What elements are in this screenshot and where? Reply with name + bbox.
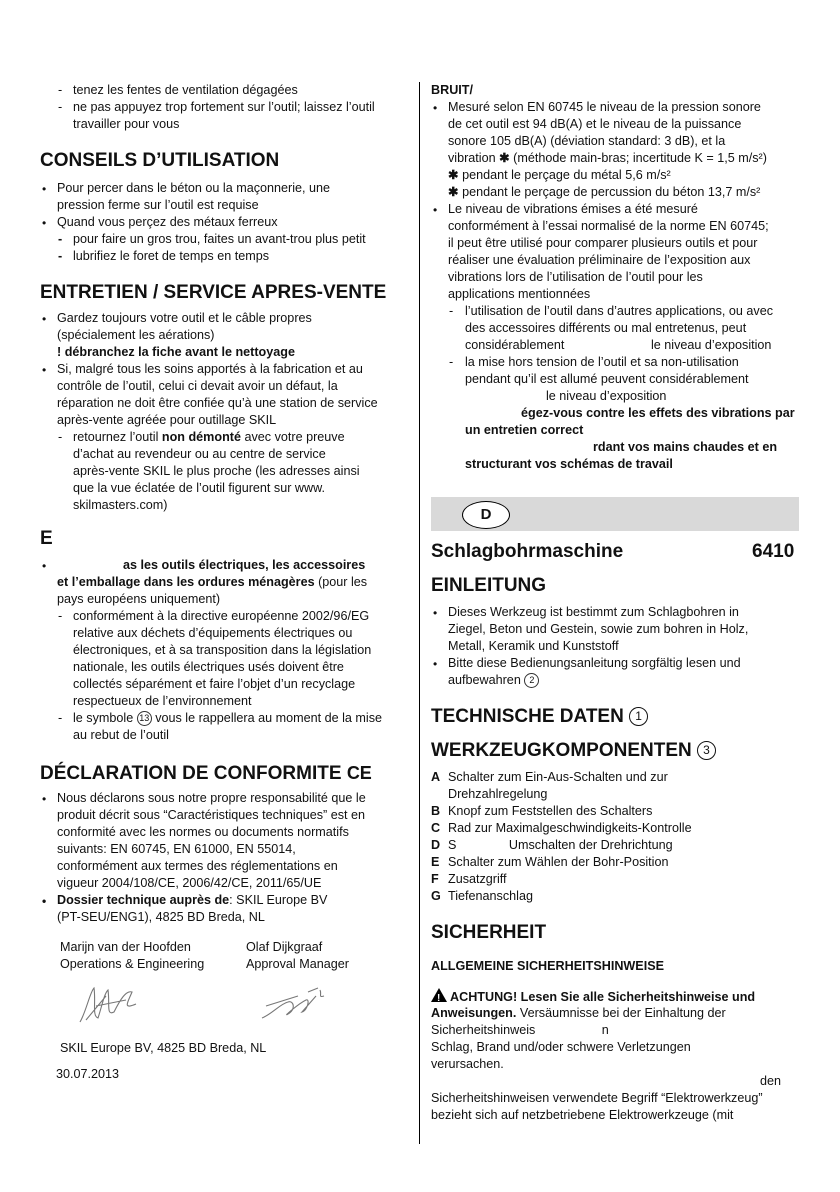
list-item: (PT-SEU/ENG1), 4825 BD Breda, NL xyxy=(57,910,265,924)
component-key: F xyxy=(431,872,439,886)
dash-marker: - xyxy=(58,430,63,444)
list-item: Pour percer dans le béton ou la maçonnerie, une xyxy=(57,181,331,195)
component-label: Rad zur Maximalgeschwindigkeits-Kontrolle xyxy=(448,821,692,835)
section-title-technische-daten xyxy=(431,706,648,728)
list-item: Le niveau de vibrations émises a été mesuré xyxy=(448,202,698,216)
heading-text: TECHNISCHE DATEN xyxy=(431,706,624,727)
component-key: A xyxy=(431,770,441,784)
dash-marker: - xyxy=(58,249,63,263)
warning-triangle-icon: ! xyxy=(431,988,447,1002)
list-item: Si, malgré tous les soins apportés à la fabrication et au xyxy=(57,362,363,376)
list-item: collectés séparément et faire l’objet d’un recyclage xyxy=(73,677,356,691)
list-item: réaliser une évaluation préliminaire de l’exposition aux xyxy=(448,253,751,267)
text-span: ACHTUNG! Lesen Sie alle Sicherheitshinweise und xyxy=(450,990,756,1004)
signature-1-image xyxy=(76,982,146,1028)
list-item: rdant vos mains chaudes et en xyxy=(593,440,778,454)
warning-line: Sicherheitshinweisen verwendete Begriff “Elektrowerkzeug” xyxy=(431,1091,763,1105)
section-title-werkzeugkomponenten xyxy=(431,740,716,762)
list-item xyxy=(448,150,767,167)
component-label: Schalter zum Wählen der Bohr-Position xyxy=(448,855,669,869)
list-item: au rebut de l’outil xyxy=(73,728,169,742)
text-span: le symbole xyxy=(73,711,134,725)
figure-ref-2: 2 xyxy=(524,673,539,688)
component-label: Tiefenanschlag xyxy=(448,889,533,903)
list-item xyxy=(448,672,539,689)
list-item: après-vente SKIL le plus proche (les adresses ainsi xyxy=(73,464,360,478)
list-item: vigueur 2004/108/CE, 2006/42/CE, 2011/65/UE xyxy=(57,876,322,890)
list-item: après-vente agréée pour outillage SKIL xyxy=(57,413,277,427)
text-span: vous le rappellera au moment de la mise xyxy=(155,711,383,725)
text-span: Versäumnisse bei der Einhaltung der xyxy=(519,1006,726,1020)
text-span: pendant le perçage du métal 5,6 m/s² xyxy=(462,168,671,182)
list-item: pendant qu’il est allumé peuvent considérablement xyxy=(465,372,749,386)
list-item: applications mentionnées xyxy=(448,287,591,301)
bullet: • xyxy=(42,363,47,377)
section-title-conseils: CONSEILS D’UTILISATION xyxy=(40,150,280,171)
list-item: il peut être utilisé pour comparer plusieurs outils et pour xyxy=(448,236,758,250)
component-key: G xyxy=(431,889,441,903)
list-item: contrôle de l’outil, celui ci devait avoir un défaut, la xyxy=(57,379,338,393)
list-item: sonore 105 dB(A) (déviation standard: 3 dB), et la xyxy=(448,134,726,148)
list-item: Mesuré selon EN 60745 le niveau de la pression sonore xyxy=(448,100,761,114)
subsection-title: ALLGEMEINE SICHERHEITSHINWEISE xyxy=(431,959,665,973)
list-item: que la vue éclatée de l’outil figurent sur www. xyxy=(73,481,326,495)
bullet: • xyxy=(433,657,438,671)
product-name: Schlagbohrmaschine xyxy=(431,541,624,562)
list-item: nationale, les outils électriques usés doivent être xyxy=(73,660,344,674)
list-item: un entretien correct xyxy=(465,423,584,437)
figure-ref-3: 3 xyxy=(697,741,716,760)
list-item xyxy=(448,184,760,201)
list-item: suivants: EN 60745, EN 61000, EN 55014, xyxy=(57,842,296,856)
column-divider xyxy=(419,82,420,1144)
asterisk-icon: ✱ xyxy=(448,168,459,182)
signatory-1-role: Operations & Engineering xyxy=(60,957,205,971)
list-item: réparation ne doit être confiée qu’à une station de service xyxy=(57,396,378,410)
signatory-2-name: Olaf Dijkgraaf xyxy=(246,940,323,954)
section-title-bruit: BRUIT/ xyxy=(431,83,473,97)
list-item: Gardez toujours votre outil et le câble propres xyxy=(57,311,312,325)
list-item: pression ferme sur l’outil est requise xyxy=(57,198,259,212)
bold-span: et l’emballage dans les ordures ménagères xyxy=(57,575,315,589)
signature-2-image xyxy=(258,984,328,1024)
list-item: égez-vous contre les effets des vibrations par xyxy=(521,406,795,420)
list-item: conformément à la directive européenne 2002/96/EG xyxy=(73,609,370,623)
list-item: des accessoires différents ou mal entretenus, peut xyxy=(465,321,747,335)
section-title-einleitung: EINLEITUNG xyxy=(431,575,547,596)
section-title-sicherheit: SICHERHEIT xyxy=(431,922,547,943)
component-key: B xyxy=(431,804,441,818)
list-item: Ziegel, Beton und Gestein, sowie zum bohren in Holz, xyxy=(448,622,749,636)
asterisk-icon: ✱ xyxy=(448,185,459,199)
dash-marker: - xyxy=(58,711,63,725)
language-badge: D xyxy=(462,501,510,529)
list-item: conformément à l’essai normalisé de la norme EN 60745; xyxy=(448,219,769,233)
text-span: aufbewahren xyxy=(448,673,521,687)
signatory-2-role: Approval Manager xyxy=(246,957,349,971)
list-item: la mise hors tension de l’outil et sa non-utilisation xyxy=(465,355,739,369)
list-item: d’achat au revendeur ou au centre de service xyxy=(73,447,326,461)
declaration-date: 30.07.2013 xyxy=(56,1067,120,1081)
list-item: Quand vous perçez des métaux ferreux xyxy=(57,215,278,229)
list-item: (spécialement les aérations) xyxy=(57,328,215,342)
list-item: skilmasters.com) xyxy=(73,498,168,512)
text-span: avec votre preuve xyxy=(244,430,345,444)
list-item: considérablement xyxy=(465,338,565,352)
dash-marker: - xyxy=(58,609,63,623)
bullet: • xyxy=(42,216,47,230)
list-item: Dieses Werkzeug ist bestimmt zum Schlagbohren in xyxy=(448,605,739,619)
list-item xyxy=(73,429,345,446)
text-span: : SKIL Europe BV xyxy=(229,893,328,907)
text-span: pendant le perçage de percussion du béton 13,7 m/s² xyxy=(462,185,761,199)
signatory-1-name: Marijn van der Hoofden xyxy=(60,940,191,954)
list-item: as les outils électriques, les accessoires xyxy=(123,558,366,572)
component-key: E xyxy=(431,855,440,869)
heading-text: DÉCLARATION DE CONFORMITE xyxy=(40,763,342,784)
list-item: pour faire un gros trou, faites un avant-trou plus petit xyxy=(73,232,366,246)
list-item: le niveau d’exposition xyxy=(546,389,667,403)
component-label: Schalter zum Ein-Aus-Schalten und zur xyxy=(448,770,668,784)
list-item: structurant vos schémas de travail xyxy=(465,457,673,471)
bold-span: Dossier technique auprès de xyxy=(57,893,230,907)
bullet: • xyxy=(42,312,47,326)
list-item: ne pas appuyez trop fortement sur l’outil; laissez l’outil xyxy=(73,100,375,114)
warning-line: den xyxy=(760,1074,782,1088)
list-item: Nous déclarons sous notre propre responsabilité que le xyxy=(57,791,366,805)
bullet: • xyxy=(42,182,47,196)
company-address: SKIL Europe BV, 4825 BD Breda, NL xyxy=(60,1041,267,1055)
warning-line: verursachen. xyxy=(431,1057,504,1071)
list-item: le niveau d’exposition xyxy=(651,338,772,352)
text-span: retournez l’outil xyxy=(73,430,159,444)
component-label: Knopf zum Feststellen des Schalters xyxy=(448,804,653,818)
bold-span: non démonté xyxy=(161,430,241,444)
list-item: l’utilisation de l’outil dans d’autres applications, ou avec xyxy=(465,304,774,318)
list-item: électroniques, et à sa transposition dans la législation xyxy=(73,643,372,657)
product-model: 6410 xyxy=(752,541,795,562)
dash-marker: - xyxy=(58,100,63,114)
list-item: conformément aux termes des réglementations en xyxy=(57,859,338,873)
list-item: de cet outil est 94 dB(A) et le niveau de la puissance xyxy=(448,117,742,131)
heading-text: WERKZEUGKOMPONENTEN xyxy=(431,740,692,761)
section-title-entretien: ENTRETIEN / SERVICE APRES-VENTE xyxy=(40,282,387,303)
list-item: vibrations lors de l’utilisation de l’outil pour les xyxy=(448,270,703,284)
dash-marker: - xyxy=(58,232,63,246)
bullet: • xyxy=(433,203,438,217)
dash-marker: - xyxy=(449,355,454,369)
component-label: S Umschalten der Drehrichtung xyxy=(448,838,673,852)
text-span: (pour les xyxy=(318,575,368,589)
bullet: • xyxy=(42,894,47,908)
list-item: respectueux de l’environnement xyxy=(73,694,252,708)
section-title-declaration xyxy=(40,762,372,785)
bullet: • xyxy=(42,792,47,806)
component-key: D xyxy=(431,838,441,852)
text-span: (méthode main-bras; incertitude K = 1,5 m/s²) xyxy=(513,151,767,165)
component-label: Drehzahlregelung xyxy=(448,787,548,801)
asterisk-icon: ✱ xyxy=(499,151,510,165)
bullet: • xyxy=(433,606,438,620)
warning-heading xyxy=(431,988,755,1006)
list-item: conformité avec les normes ou documents normatifs xyxy=(57,825,349,839)
list-item: Bitte diese Bedienungsanleitung sorgfältig lesen und xyxy=(448,656,741,670)
component-label: Zusatzgriff xyxy=(448,872,507,886)
figure-ref-13: 13 xyxy=(137,711,152,726)
text-span: vibration xyxy=(448,151,496,165)
ce-mark-logo: CE xyxy=(346,763,372,783)
list-item: travailler pour vous xyxy=(73,117,180,131)
list-item: lubrifiez le foret de temps en temps xyxy=(73,249,269,263)
list-item xyxy=(57,574,367,591)
warning-line: Sicherheitshinweis n xyxy=(431,1023,609,1037)
bold-span: Anweisungen. xyxy=(431,1006,517,1020)
dash-marker: - xyxy=(58,83,63,97)
list-item: relative aux déchets d’équipements électriques ou xyxy=(73,626,353,640)
warning-line xyxy=(431,1005,726,1022)
component-key: C xyxy=(431,821,441,835)
bullet: • xyxy=(42,559,47,573)
list-item xyxy=(73,710,382,727)
list-item: Metall, Keramik und Kunststoff xyxy=(448,639,619,653)
figure-ref-1: 1 xyxy=(629,707,648,726)
dash-marker: - xyxy=(449,304,454,318)
list-item: produit décrit sous “Caractéristiques techniques” est en xyxy=(57,808,365,822)
list-item: tenez les fentes de ventilation dégagées xyxy=(73,83,298,97)
list-item: pays européens uniquement) xyxy=(57,592,221,606)
warning-line: bezieht sich auf netzbetriebene Elektrowerkzeuge (mit xyxy=(431,1108,734,1122)
section-title-environnement: E xyxy=(40,528,53,549)
list-item xyxy=(57,892,327,909)
list-item xyxy=(448,167,671,184)
warning-line: ! débranchez la fiche avant le nettoyage xyxy=(57,345,295,359)
bullet: • xyxy=(433,101,438,115)
warning-line: Schlag, Brand und/oder schwere Verletzungen xyxy=(431,1040,691,1054)
